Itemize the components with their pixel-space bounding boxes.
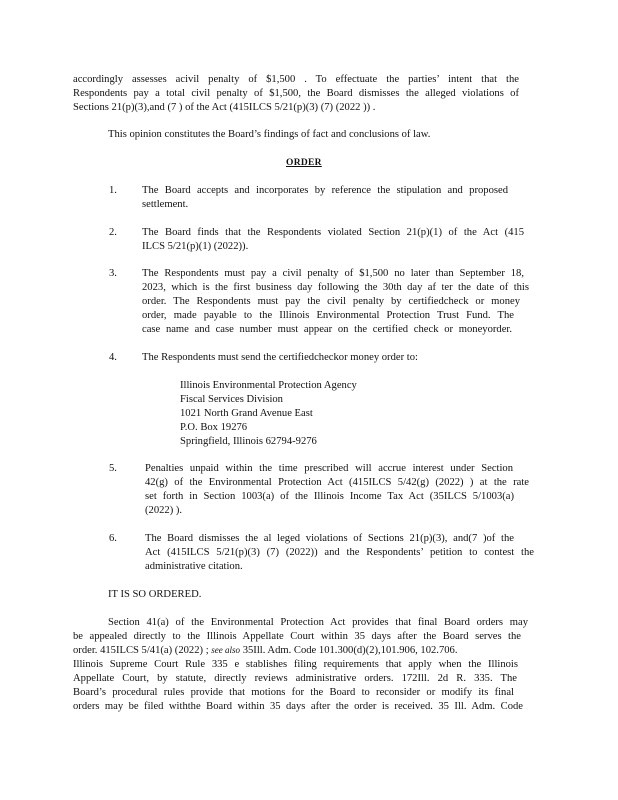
order-item-5-line-3: set forth in Section 1003(a) of the Illinois Income Tax Act (35ILCS 5/1003(a)	[145, 491, 514, 502]
closing-line-5: Appellate Court, by statute, directly reviews administrative orders. 172Ill. 2d R. 335. The	[73, 673, 517, 684]
order-item-1-line-1: The Board accepts and incorporates by reference the stipulation and proposed	[142, 185, 508, 196]
order-item-2-line-1: The Board finds that the Respondents violated Section 21(p)(1) of the Act (415	[142, 227, 524, 238]
closing-line-6: Board’s procedural rules provide that motions for the Board to reconsider or modify its final	[73, 687, 514, 698]
order-item-1-line-2: settlement.	[142, 199, 189, 210]
order-item-3-number: 3.	[109, 268, 117, 279]
address-line-division: Fiscal Services Division	[180, 394, 283, 405]
so-ordered: IT IS SO ORDERED.	[108, 589, 202, 600]
order-item-6-line-1: The Board dismisses the al leged violations of Sections 21(p)(3), and(7 )of the	[145, 533, 514, 544]
order-item-3-line-5: case name and case number must appear on the certified check or moneyorder.	[142, 324, 512, 335]
closing-line-4: Illinois Supreme Court Rule 335 e stablishes filing requirements that apply when the Illinois	[73, 659, 518, 670]
address-line-street: 1021 North Grand Avenue East	[180, 408, 313, 419]
order-item-5-line-4: (2022) ).	[145, 505, 183, 516]
opening-line-1: accordingly assesses acivil penalty of $1,500 . To effectuate the parties’ intent that the	[73, 74, 519, 85]
order-item-4-number: 4.	[109, 352, 117, 363]
order-item-6-line-3: administrative citation.	[145, 561, 243, 572]
order-heading: ORDER	[286, 158, 322, 168]
address-line-agency: Illinois Environmental Protection Agency	[180, 380, 357, 391]
order-item-6-number: 6.	[109, 533, 117, 544]
findings-statement: This opinion constitutes the Board’s findings of fact and conclusions of law.	[108, 129, 431, 140]
order-item-3-line-4: order, made payable to the Illinois Environmental Protection Trust Fund. The	[142, 310, 514, 321]
order-item-5-line-1: Penalties unpaid within the time prescribed will accrue interest under Section	[145, 463, 513, 474]
closing-line-3: order. 415ILCS 5/41(a) (2022) ; see also 35Ill. Adm. Code 101.300(d)(2),101.906, 102.706.	[73, 645, 458, 656]
order-item-6-line-2: Act (415ILCS 5/21(p)(3) (7) (2022)) and the Respondents’ petition to contest the	[145, 547, 534, 558]
closing-line-2: be appealed directly to the Illinois Appellate Court within 35 days after the Board serves the	[73, 631, 521, 642]
closing-line-7: orders may be filed withthe Board within 35 days after the order is received. 35 Ill. Adm. Code	[73, 701, 523, 712]
closing-line-1: Section 41(a) of the Environmental Protection Act provides that final Board orders may	[108, 617, 528, 628]
order-item-2-number: 2.	[109, 227, 117, 238]
order-item-2-line-2: ILCS 5/21(p)(1) (2022)).	[142, 241, 249, 252]
order-item-3-line-1: The Respondents must pay a civil penalty of $1,500 no later than September 18,	[142, 268, 524, 279]
order-item-3-line-3: order. The Respondents must pay the civil penalty by certifiedcheck or money	[142, 296, 520, 307]
order-item-5-line-2: 42(g) of the Environmental Protection Act (415ILCS 5/42(g) (2022) ) at the rate	[145, 477, 529, 488]
address-line-po-box: P.O. Box 19276	[180, 422, 248, 433]
order-item-3-line-2: 2023, which is the first business day following the 30th day af ter the date of this	[142, 282, 529, 293]
order-item-5-number: 5.	[109, 463, 117, 474]
order-item-1-number: 1.	[109, 185, 117, 196]
address-line-city: Springfield, Illinois 62794-9276	[180, 436, 317, 447]
order-item-4-line-1: The Respondents must send the certifiedcheckor money order to:	[142, 352, 418, 363]
opening-line-3: Sections 21(p)(3),and (7 ) of the Act (415ILCS 5/21(p)(3) (7) (2022 )) .	[73, 102, 376, 113]
opening-line-2: Respondents pay a total civil penalty of $1,500, the Board dismisses the alleged violations of	[73, 88, 519, 99]
